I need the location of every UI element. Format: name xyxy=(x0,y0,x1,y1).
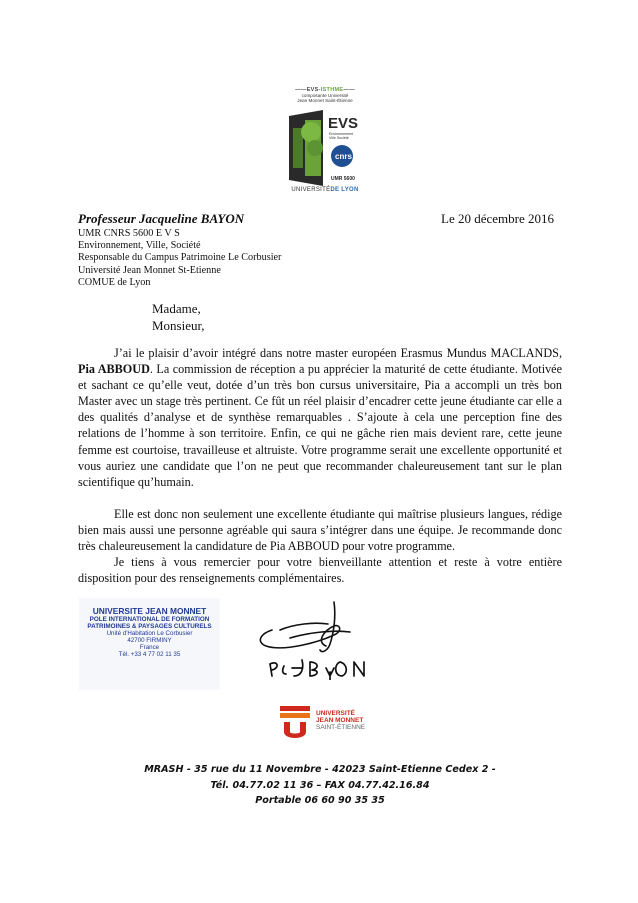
stamp-line: Unité d'Habitation Le Corbusier xyxy=(106,630,193,637)
handwritten-signature xyxy=(250,598,370,680)
paragraph-3: Je tiens à vous remercier pour votre bienveillante attention et reste à votre entière disposition pour des renseignements complémentaires. xyxy=(78,555,562,586)
sender-line: Responsable du Campus Patrimoine Le Corbusier xyxy=(78,252,282,264)
evs-subtitle-1: composante Université xyxy=(301,93,349,98)
evs-brand-sub-1: Environnement xyxy=(329,132,354,136)
sender-line: Université Jean Monnet St-Etienne xyxy=(78,264,221,276)
sender-address xyxy=(78,228,281,289)
ujm-line: JEAN MONNET xyxy=(316,717,364,724)
ujm-line: UNIVERSITÉ xyxy=(316,710,356,717)
evs-brand-sub-2: Ville Société xyxy=(329,136,349,140)
footer-line: Tél. 04.77.02 11 36 – FAX 04.77.42.16.84 xyxy=(210,779,430,791)
salutation-line: Monsieur, xyxy=(152,318,205,333)
paragraph-1 xyxy=(78,345,562,490)
stamp-line: UNIVERSITE JEAN MONNET xyxy=(92,606,207,616)
salutation-line: Madame, xyxy=(152,301,201,316)
university-stamp xyxy=(79,598,220,690)
de-lyon-label: DE LYON xyxy=(330,187,359,193)
letter-date: Le 20 décembre 2016 xyxy=(441,211,554,226)
stamp-line: 42700 FIRMINY xyxy=(127,637,172,644)
stamp-line: France xyxy=(139,644,160,651)
evs-subtitle-2: Jean Monnet Saint-Étienne xyxy=(297,98,353,103)
sender-line: UMR CNRS 5600 E V S xyxy=(78,228,180,239)
paragraph-2: Elle est donc non seulement une excellente étudiante qui maîtrise plusieurs langues, rédige bien mais aussi une personne agréable qui saura s’intégrer dans une équipe. Je recommande donc très chaleureusement la candidature de Pia ABBOUD pour votre programme. xyxy=(78,506,562,554)
evs-emblem xyxy=(289,110,361,186)
footer-contact xyxy=(78,762,562,809)
universite-label: UNIVERSITÉ xyxy=(291,187,331,193)
cnrs-label: cnrs xyxy=(335,152,352,161)
salutation xyxy=(152,300,205,334)
ujm-emblem-icon xyxy=(278,704,312,744)
sender-name: Professeur Jacqueline BAYON xyxy=(78,211,245,226)
sender-line: Environnement, Ville, Société xyxy=(78,240,201,252)
evs-brand: EVS xyxy=(328,115,359,132)
footer-line: MRASH - 35 rue du 11 Novembre - 42023 Saint-Etienne Cedex 2 - xyxy=(144,764,496,775)
evs-tagline-left: EVS- xyxy=(306,87,321,93)
umr-label: UMR 5600 xyxy=(331,176,355,182)
letter-body xyxy=(78,345,562,586)
sender-line: COMUE de Lyon xyxy=(78,276,151,288)
ujm-logo xyxy=(278,702,378,752)
evs-tagline-right: ISTHME xyxy=(320,87,344,93)
universite-de-lyon xyxy=(283,187,367,193)
evs-tagline: ——EVS-ISTHME—— xyxy=(295,87,355,93)
stamp-line: Tél. +33 4 77 02 11 35 xyxy=(118,651,181,658)
evs-logo xyxy=(283,87,367,199)
stamp-line: PATRIMOINES & PAYSAGES CULTURELS xyxy=(87,623,212,630)
ujm-line: SAINT-ÉTIENNE xyxy=(316,724,366,731)
footer-line: Portable 06 60 90 35 35 xyxy=(255,795,385,806)
paragraph-1-start: J’ai le plaisir d’avoir intégré dans notre master européen Erasmus Mundus MACLANDS, xyxy=(114,346,562,360)
paragraph-1-end: . La commission de réception a pu apprécier la maturité de cette étudiante. Motivée et sachant ce qu’elle veut, dotée d’un très bon cursus universitaire, Pia a accompli un très bon Master avec un stage très pertinent. Ce fût un réel plaisir d’encadrer cette jeune étudiante car elle a des qualités d’analyse et de synthèse remarquables . S’ajoute à cela une perception fine des relations de l’homme à son territoire. Enfin, ce qui ne gâche rien mais devient rare, cette jeune femme est courtoise, travailleuse et altruiste. Votre programme serait une excellente opportunité et vous auriez une candidate que l’on ne peut que recommander chaleureusement tant sur le plan scientifique qu’humain. xyxy=(78,362,562,489)
student-name: Pia ABBOUD xyxy=(78,362,150,377)
stamp-line: POLE INTERNATIONAL DE FORMATION xyxy=(89,616,210,623)
